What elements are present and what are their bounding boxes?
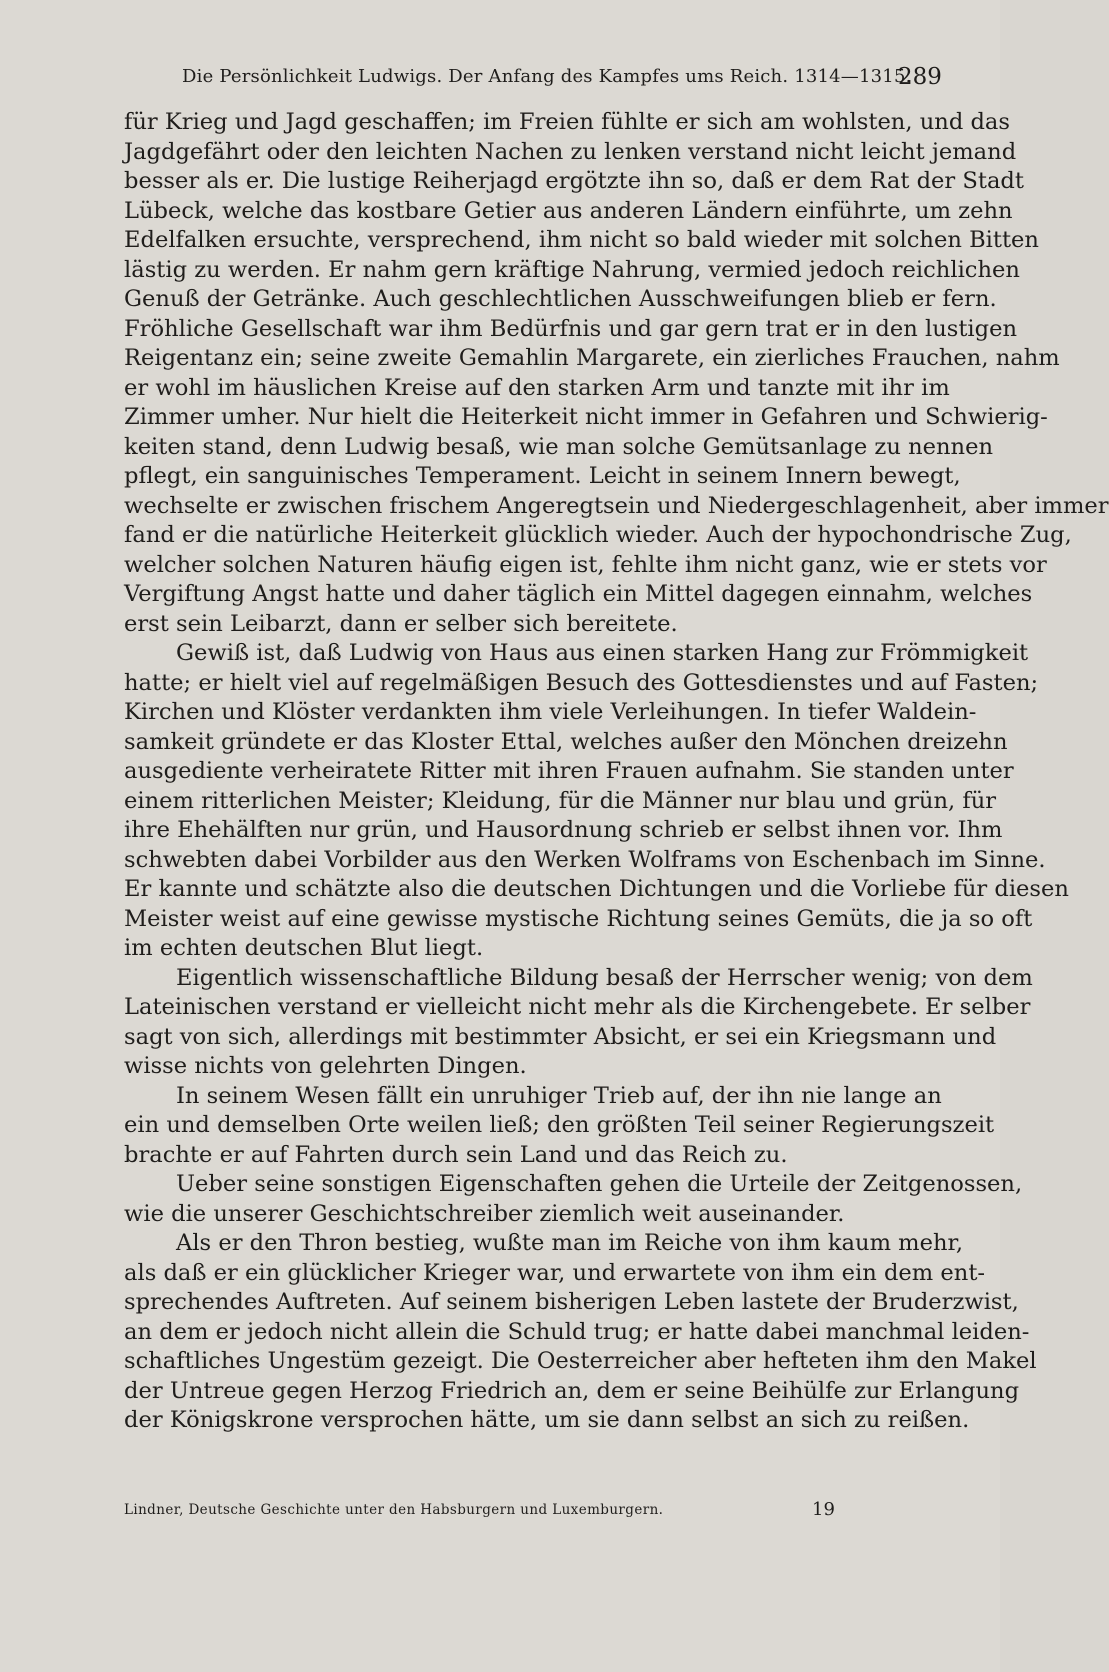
text-line: Kirchen und Klöster verdankten ihm viele Verleihungen. In tiefer Waldein-: [124, 699, 977, 725]
text-line: hatte; er hielt viel auf regelmäßigen Besuch des Gottesdienstes und auf Fasten;: [124, 669, 1039, 696]
text-line: brachte er auf Fahrten durch sein Land und das Reich zu.: [124, 1141, 788, 1168]
text-line: Als er den Thron bestieg, wußte man im Reiche von ihm kaum mehr,: [176, 1230, 964, 1256]
text-line: Reigentanz ein; seine zweite Gemahlin Margarete, ein zierliches Frauchen, nahm: [124, 345, 1060, 371]
text-line: wechselte er zwischen frischem Angeregtsein und Niedergeschlagenheit, aber immer: [124, 492, 1109, 519]
text-line: Eigentlich wissenschaftliche Bildung besaß der Herrscher wenig; von dem: [176, 964, 1033, 991]
text-line: Jagdgefährt oder den leichten Nachen zu lenken verstand nicht leicht jemand: [124, 138, 1017, 165]
text-line: Zimmer umher. Nur hielt die Heiterkeit nicht immer in Gefahren und Schwierig-: [124, 404, 1048, 430]
text-line: wisse nichts von gelehrten Dingen.: [124, 1053, 527, 1079]
text-line: schaftliches Ungestüm gezeigt. Die Oesterreicher aber hefteten ihm den Makel: [124, 1348, 1037, 1374]
running-head: Die Persönlichkeit Ludwigs. Der Anfang des Kampfes ums Reich. 1314—1315.: [182, 66, 912, 87]
sheet-number: 19: [812, 1499, 835, 1520]
text-line: Er kannte und schätzte also die deutschen Dichtungen und die Vorliebe für diesen: [124, 876, 1069, 902]
text-line: schwebten dabei Vorbilder aus den Werken Wolframs von Eschenbach im Sinne.: [124, 846, 1046, 873]
text-line: keiten stand, denn Ludwig besaß, wie man solche Gemütsanlage zu nennen: [124, 433, 994, 460]
text-line: einem ritterlichen Meister; Kleidung, für die Männer nur blau und grün, für: [124, 787, 997, 814]
text-line: Fröhliche Gesellschaft war ihm Bedürfnis und gar gern trat er in den lustigen: [124, 315, 1018, 342]
text-line: der Untreue gegen Herzog Friedrich an, dem er seine Beihülfe zur Erlangung: [124, 1377, 1020, 1404]
text-line: er wohl im häuslichen Kreise auf den starken Arm und tanzte mit ihr im: [124, 374, 950, 401]
text-line: pflegt, ein sanguinisches Temperament. Leicht in seinem Innern bewegt,: [124, 463, 961, 489]
text-line: sprechendes Auftreten. Auf seinem bisherigen Leben lastete der Bruderzwist,: [124, 1289, 1019, 1315]
text-line: wie die unserer Geschichtschreiber ziemlich weit auseinander.: [124, 1200, 845, 1227]
text-line: an dem er jedoch nicht allein die Schuld trug; er hatte dabei manchmal leiden-: [124, 1318, 1030, 1345]
text-line: ihre Ehehälften nur grün, und Hausordnung schrieb er selbst ihnen vor. Ihm: [124, 817, 1003, 843]
text-line: der Königskrone versprochen hätte, um sie dann selbst an sich zu reißen.: [124, 1407, 970, 1433]
text-line: Ueber seine sonstigen Eigenschaften gehen die Urteile der Zeitgenossen,: [176, 1171, 1023, 1197]
text-line: lästig zu werden. Er nahm gern kräftige Nahrung, vermied jedoch reichlichen: [124, 256, 1020, 283]
printer-signature: Lindner, Deutsche Geschichte unter den Habsburgern und Luxemburgern.: [124, 1502, 664, 1518]
text-line: Meister weist auf eine gewisse mystische Richtung seines Gemüts, die ja so oft: [124, 905, 1033, 932]
text-line: samkeit gründete er das Kloster Ettal, welches außer den Mönchen dreizehn: [124, 728, 1008, 755]
text-line: erst sein Leibarzt, dann er selber sich bereitete.: [124, 610, 678, 637]
text-line: Vergiftung Angst hatte und daher täglich ein Mittel dagegen einnahm, welches: [124, 581, 1033, 607]
text-line: sagt von sich, allerdings mit bestimmter Absicht, er sei ein Kriegsmann und: [124, 1023, 997, 1050]
text-line: Lateinischen verstand er vielleicht nicht mehr als die Kirchengebete. Er selber: [124, 994, 1031, 1020]
text-line: Gewiß ist, daß Ludwig von Haus aus einen starken Hang zur Frömmigkeit: [176, 640, 1029, 666]
text-line: Lübeck, welche das kostbare Getier aus anderen Ländern einführte, um zehn: [124, 197, 1013, 224]
text-line: ausgediente verheiratete Ritter mit ihren Frauen aufnahm. Sie standen unter: [124, 758, 1014, 784]
text-line: fand er die natürliche Heiterkeit glücklich wieder. Auch der hypochondrische Zug,: [124, 522, 1072, 548]
text-line: welcher solchen Naturen häufig eigen ist, fehlte ihm nicht ganz, wie er stets vor: [124, 551, 1047, 578]
page-number: 289: [898, 64, 942, 90]
text-line: Genuß der Getränke. Auch geschlechtlichen Ausschweifungen blieb er fern.: [124, 286, 997, 312]
text-line: besser als er. Die lustige Reiherjagd ergötzte ihn so, daß er dem Rat der Stadt: [124, 168, 1024, 194]
text-line: für Krieg und Jagd geschaffen; im Freien fühlte er sich am wohlsten, und das: [124, 109, 1010, 135]
text-line: In seinem Wesen fällt ein unruhiger Trieb auf, der ihn nie lange an: [176, 1082, 942, 1109]
body-text: [124, 108, 1109, 1436]
text-line: im echten deutschen Blut liegt.: [124, 935, 484, 961]
text-line: ein und demselben Orte weilen ließ; den größten Teil seiner Regierungszeit: [124, 1112, 995, 1138]
text-line: Edelfalken ersuchte, versprechend, ihm nicht so bald wieder mit solchen Bitten: [124, 227, 1039, 253]
text-line: als daß er ein glücklicher Krieger war, und erwartete von ihm ein dem ent-: [124, 1259, 986, 1286]
